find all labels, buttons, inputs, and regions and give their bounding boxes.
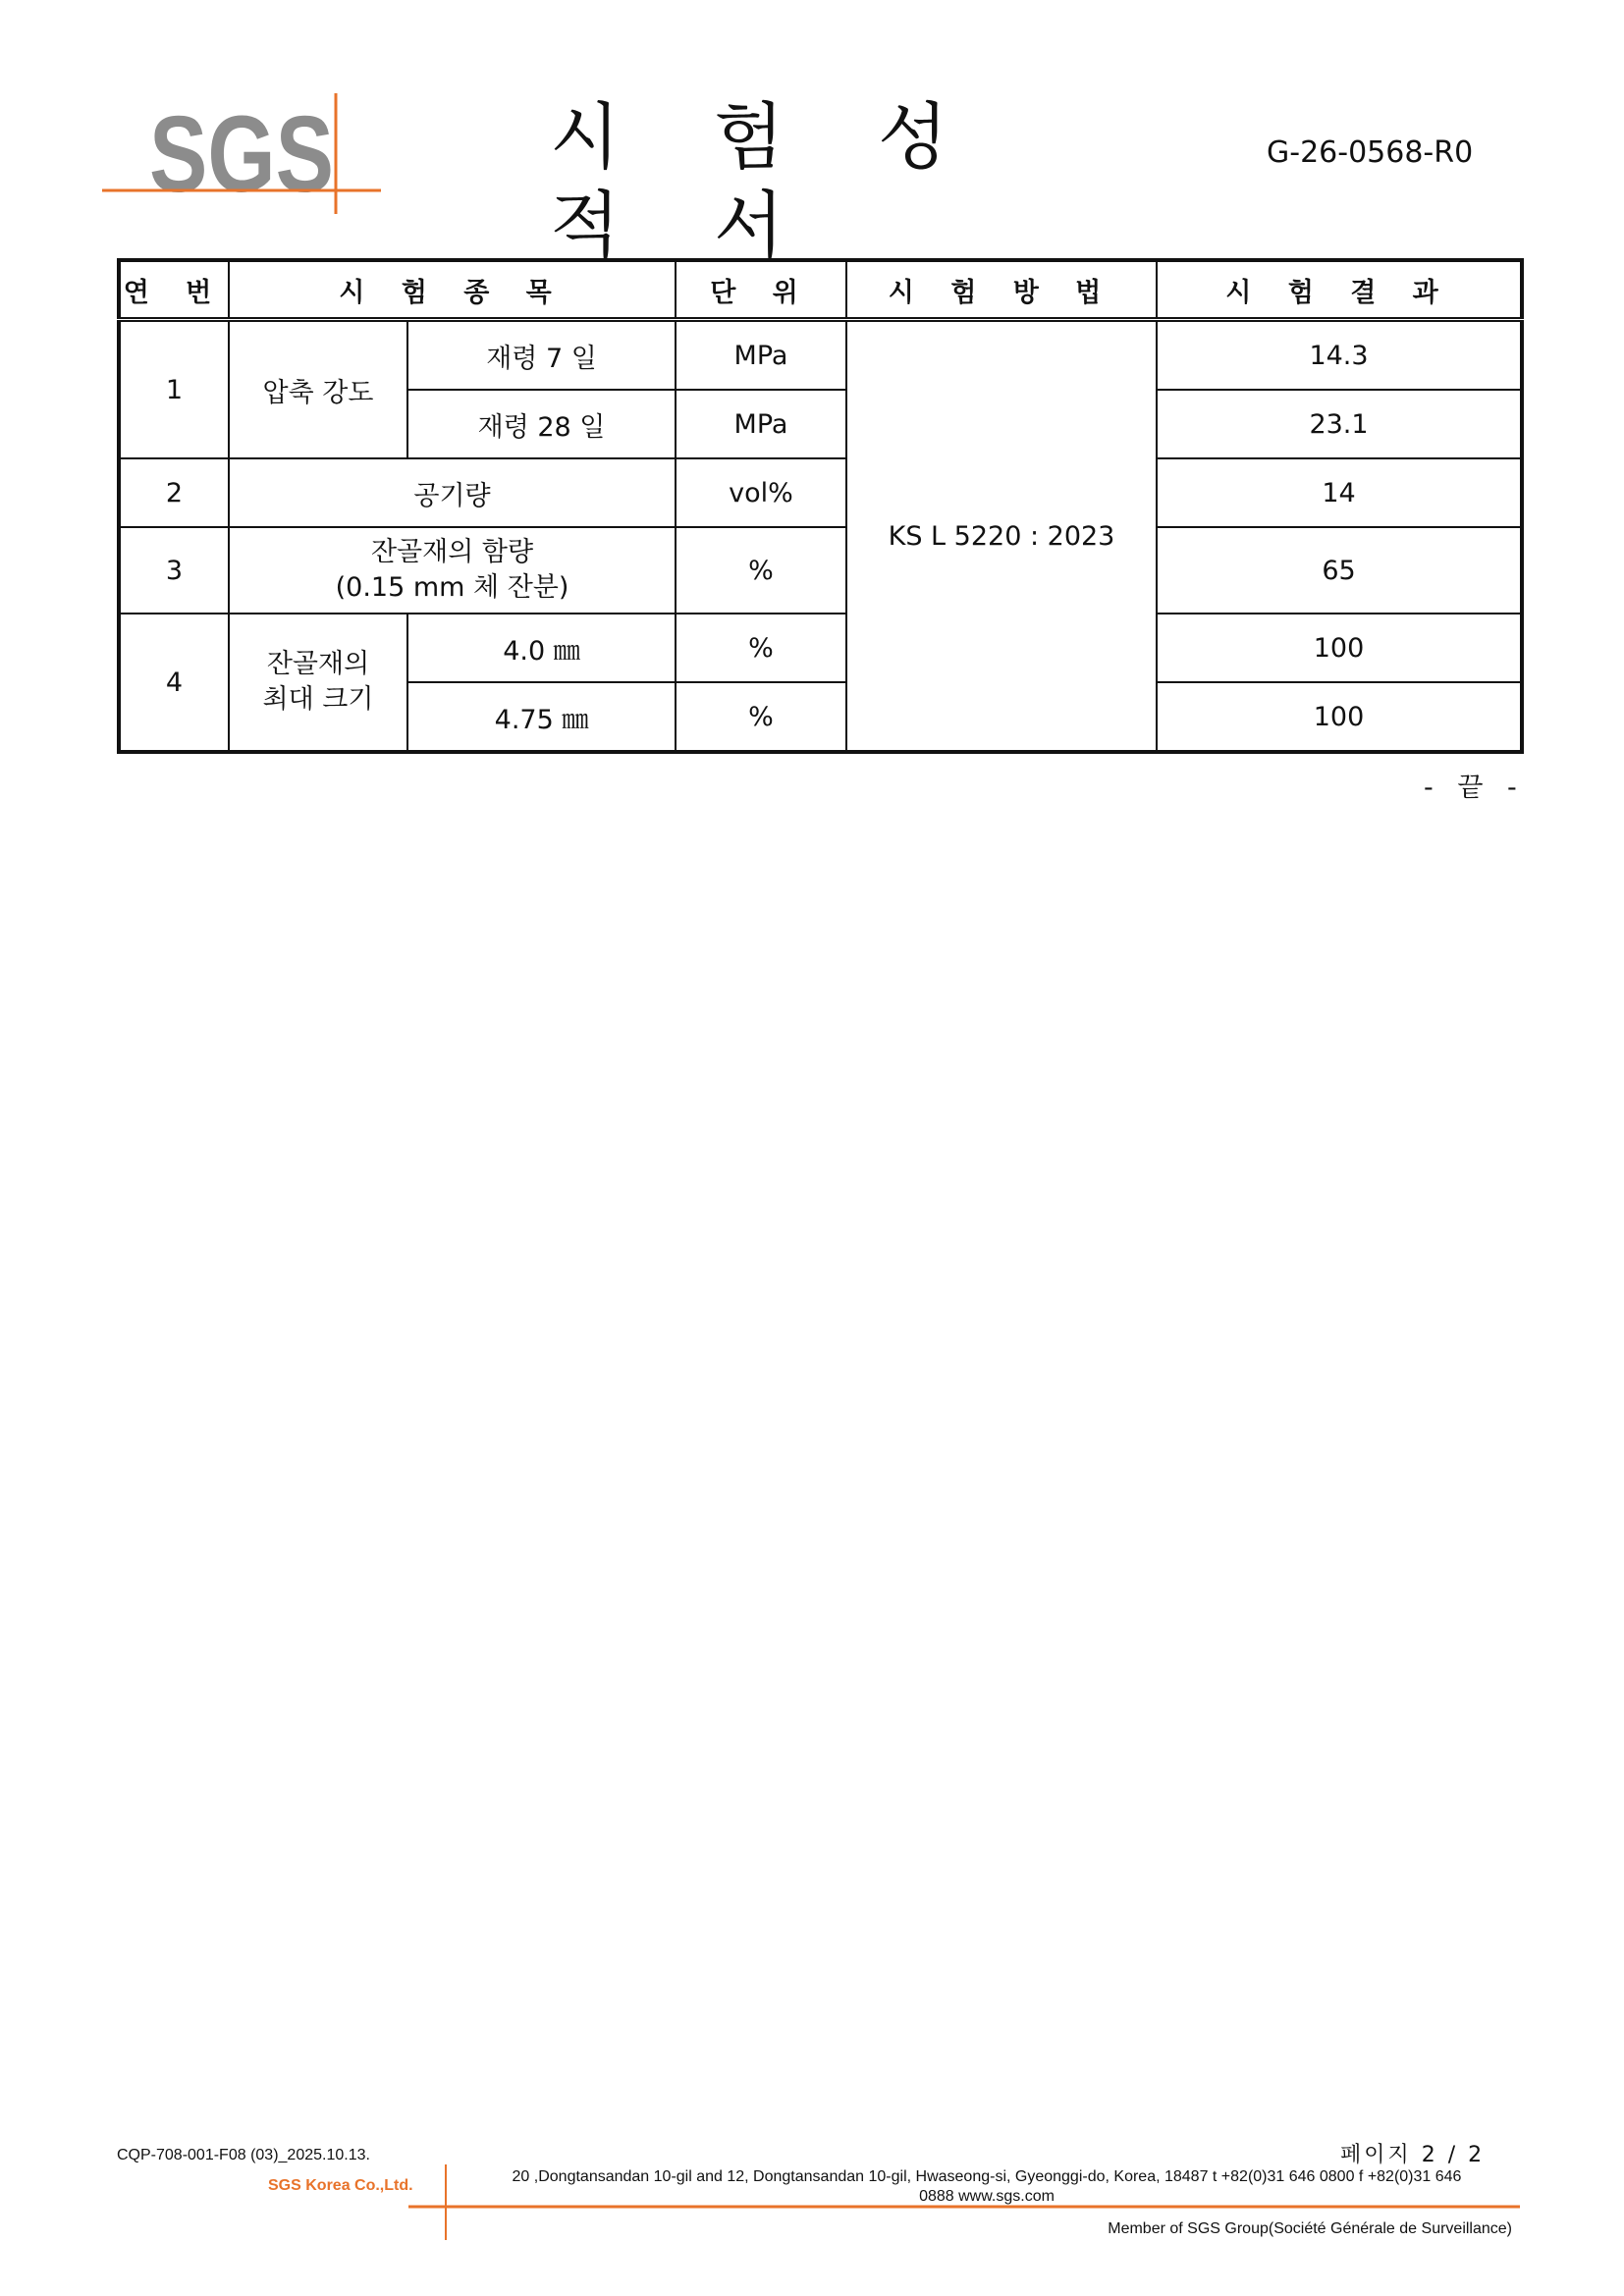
result-cell: 100 (1157, 682, 1522, 752)
results-table (117, 258, 1524, 754)
form-code: CQP-708-001-F08 (03)_2025.10.13. (117, 2147, 370, 2163)
unit-cell: MPa (676, 390, 846, 458)
result-cell: 65 (1157, 527, 1522, 614)
test-item-line: (0.15 mm 체 잔분) (335, 572, 569, 603)
sub-item: 4.0 ㎜ (407, 614, 676, 682)
sgs-logo (98, 88, 383, 216)
test-item-line: 잔골재의 함량 (370, 537, 534, 567)
unit-cell: % (676, 682, 846, 752)
sub-item: 재령 7 일 (407, 320, 676, 391)
header-unit: 단 위 (676, 260, 846, 320)
table-row (119, 614, 1522, 682)
table-row (119, 320, 1522, 391)
test-item: 공기량 (229, 458, 676, 527)
address-line: 0888 www.sgs.com (919, 2188, 1055, 2205)
unit-cell: % (676, 614, 846, 682)
row-number: 1 (119, 320, 229, 459)
test-item (229, 614, 407, 752)
end-mark: - 끝 - (1424, 773, 1525, 803)
result-cell: 100 (1157, 614, 1522, 682)
result-cell: 14.3 (1157, 320, 1522, 391)
unit-cell: vol% (676, 458, 846, 527)
test-item-line: 최대 크기 (262, 684, 374, 715)
document-number: G-26-0568-R0 (1267, 135, 1474, 170)
result-cell: 14 (1157, 458, 1522, 527)
address-line: 20 ,Dongtansandan 10-gil and 12, Dongtansandan 10-gil, Hwaseong-si, Gyeonggi-do, Korea, 18487 t +82(0)31 646 0800 f +82(0)31 646 (512, 2168, 1462, 2185)
header-test-item: 시 험 종 목 (229, 260, 676, 320)
company-address (461, 2167, 1512, 2207)
unit-cell: MPa (676, 320, 846, 391)
header-method: 시 험 방 법 (846, 260, 1157, 320)
method-cell: KS L 5220 : 2023 (846, 320, 1157, 753)
row-number: 4 (119, 614, 229, 752)
logo-text: SGS (149, 94, 334, 215)
test-item-line: 잔골재의 (266, 649, 370, 679)
result-cell: 23.1 (1157, 390, 1522, 458)
table-row (119, 527, 1522, 614)
test-item (229, 527, 676, 614)
header-no: 연 번 (119, 260, 229, 320)
page-number: 페이지 2 / 2 (1340, 2143, 1486, 2167)
table-header-row (119, 260, 1522, 320)
test-item: 압축 강도 (229, 320, 407, 459)
unit-cell: % (676, 527, 846, 614)
row-number: 2 (119, 458, 229, 527)
sub-item: 4.75 ㎜ (407, 682, 676, 752)
sub-item: 재령 28 일 (407, 390, 676, 458)
member-statement: Member of SGS Group(Société Générale de Surveillance) (1108, 2220, 1512, 2237)
header-result: 시 험 결 과 (1157, 260, 1522, 320)
table-row (119, 458, 1522, 527)
company-name: SGS Korea Co.,Ltd. (268, 2177, 413, 2194)
document-title: 시 험 성 적 서 (550, 95, 984, 268)
row-number: 3 (119, 527, 229, 614)
